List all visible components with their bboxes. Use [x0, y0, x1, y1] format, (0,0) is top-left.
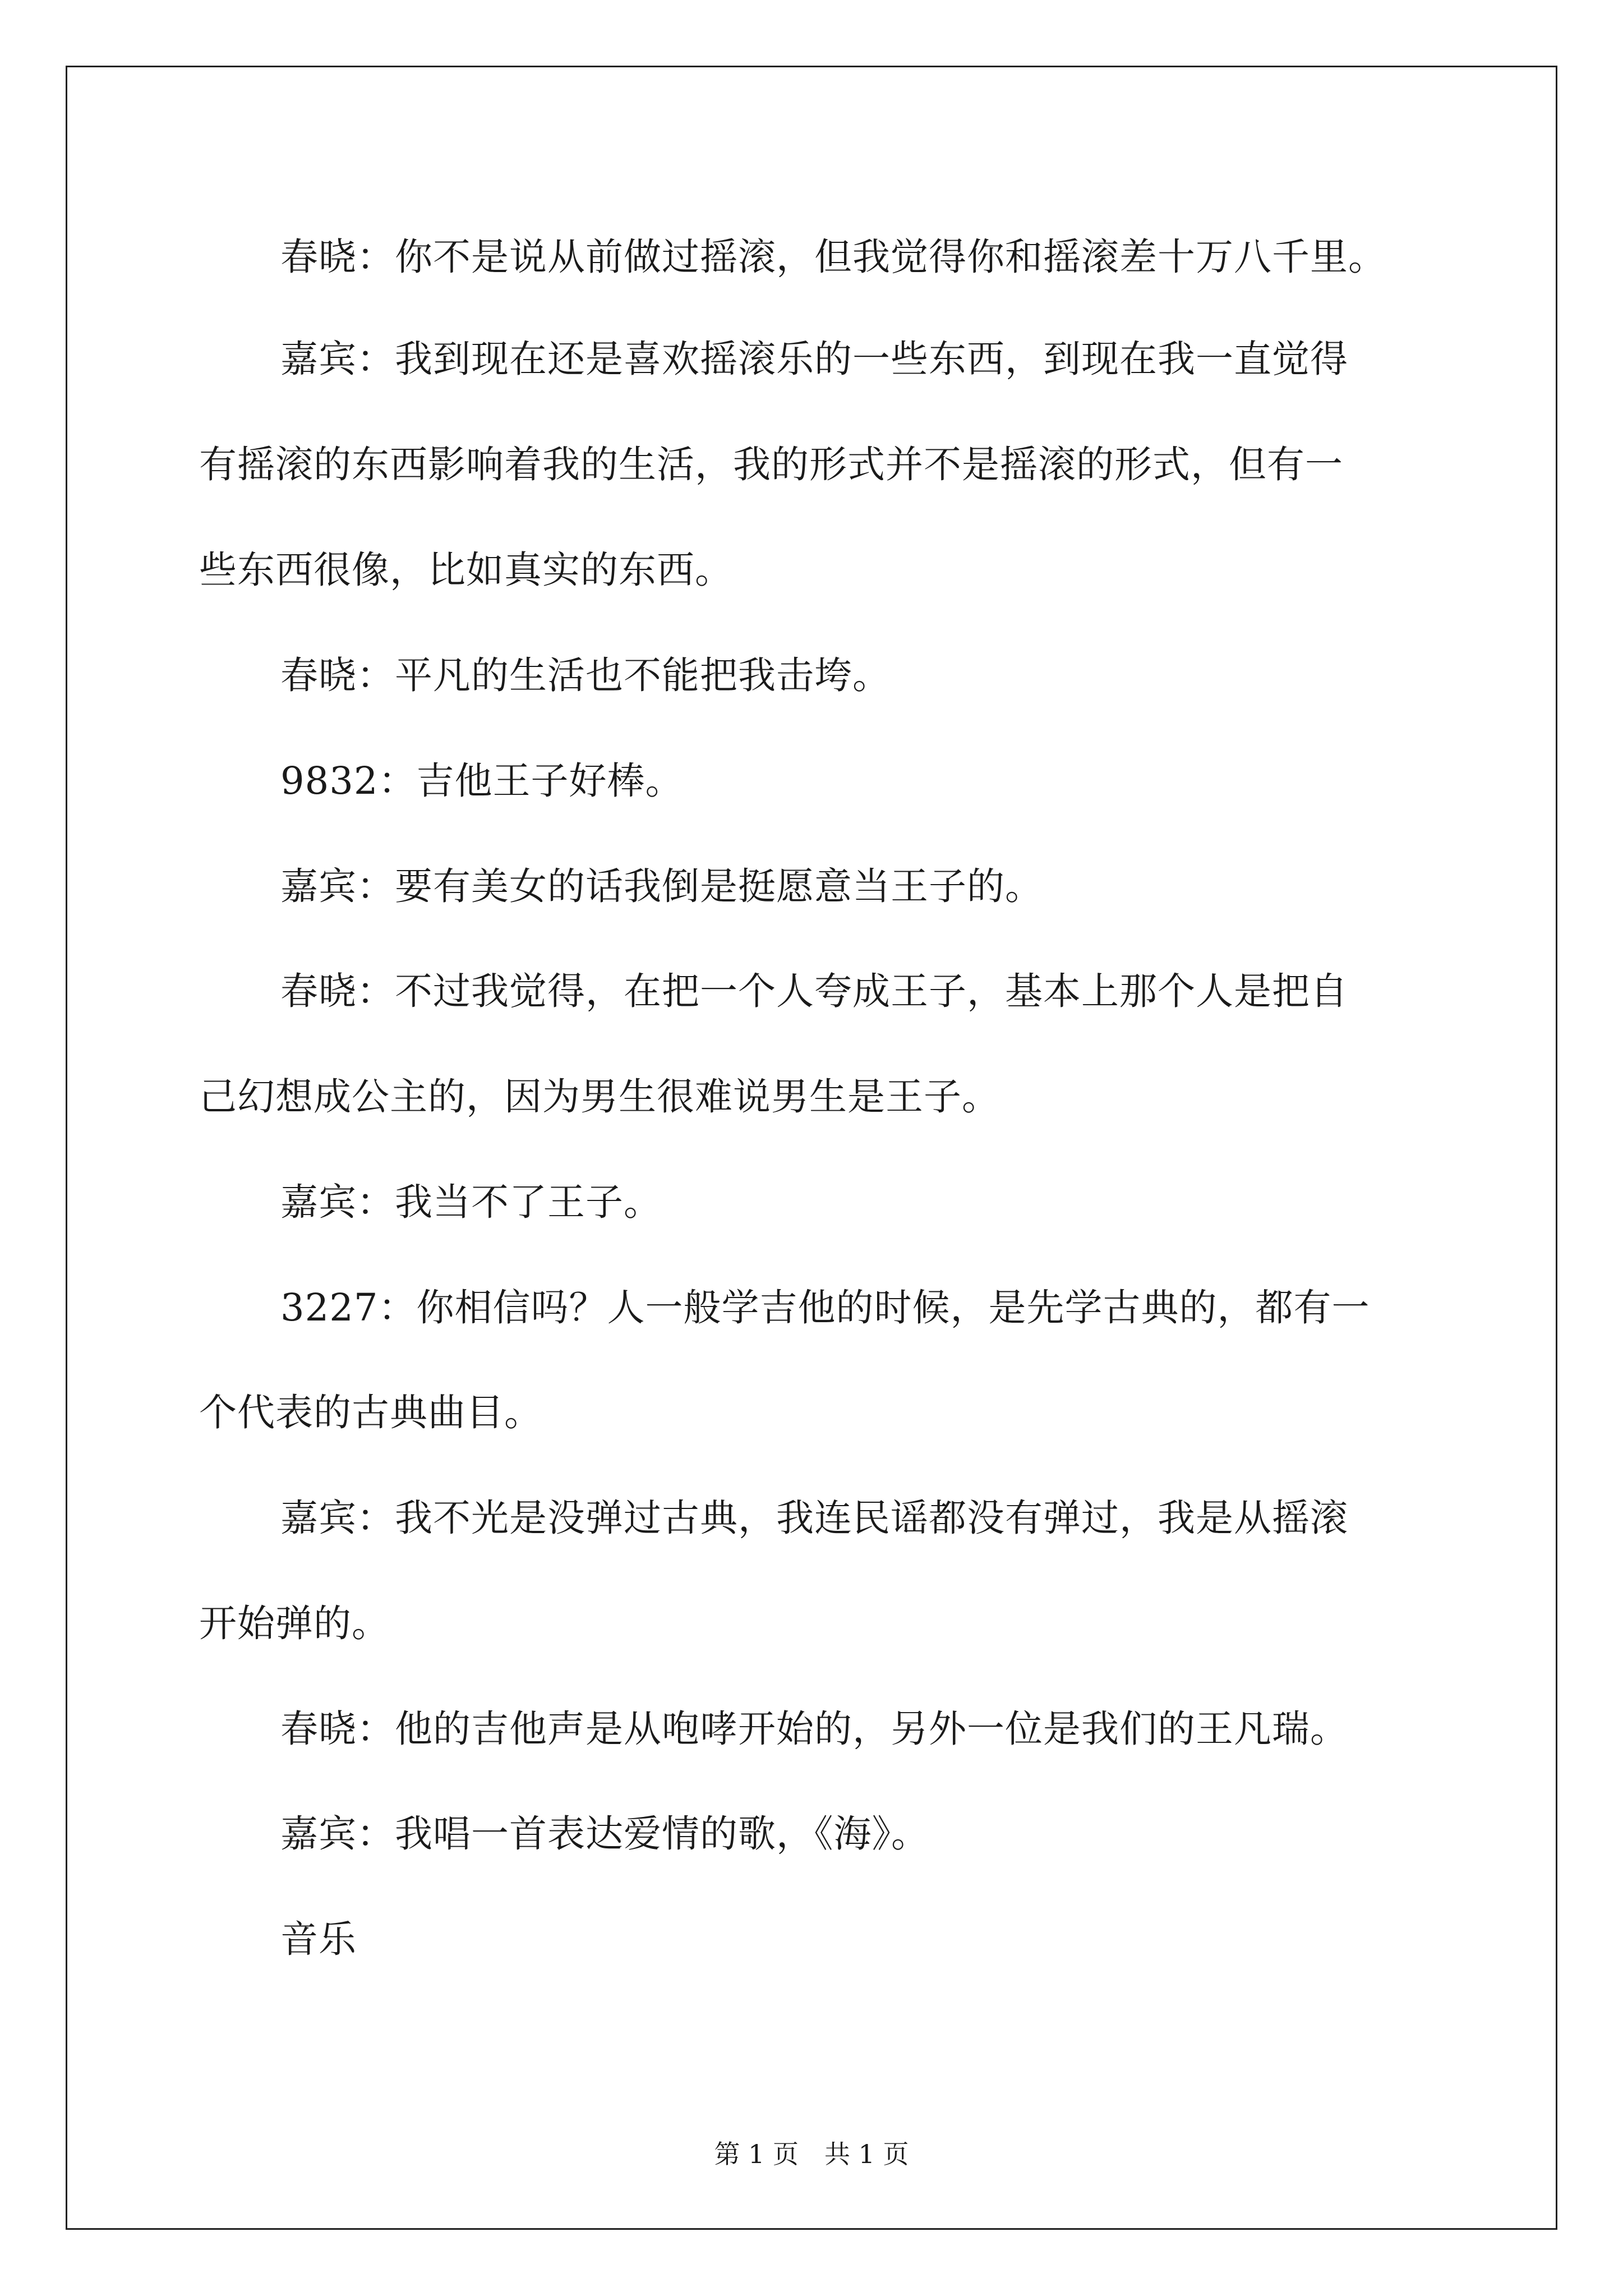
text-line: 嘉宾：我唱一首表达爱情的歌，《海》。	[280, 1812, 929, 1856]
text-line: 3227：你相信吗？人一般学吉他的时候，是先学古典的，都有一	[280, 1286, 1370, 1329]
text-line: 嘉宾：要有美女的话我倒是挺愿意当王子的。	[280, 864, 1043, 908]
text-line: 嘉宾：我不光是没弹过古典，我连民谣都没有弹过，我是从摇滚	[280, 1496, 1348, 1540]
page-number-footer: 第 1 页 共 1 页	[714, 2139, 909, 2169]
text-line: 9832：吉他王子好棒。	[280, 759, 684, 803]
page-border	[66, 66, 1557, 2230]
text-line: 有摇滚的东西影响着我的生活，我的形式并不是摇滚的形式，但有一	[199, 443, 1343, 486]
text-line: 己幻想成公主的，因为男生很难说男生是王子。	[199, 1075, 1000, 1119]
text-line: 春晓：平凡的生活也不能把我击垮。	[280, 654, 891, 697]
text-line: 嘉宾：我到现在还是喜欢摇滚乐的一些东西，到现在我一直觉得	[280, 337, 1348, 381]
text-line: 春晓：你不是说从前做过摇滚，但我觉得你和摇滚差十万八千里。	[280, 235, 1386, 279]
text-line: 些东西很像，比如真实的东西。	[199, 548, 733, 592]
text-line: 个代表的古典曲目。	[199, 1391, 542, 1434]
text-line: 嘉宾：我当不了王子。	[280, 1180, 662, 1224]
text-line: 开始弹的。	[199, 1602, 390, 1645]
text-line: 音乐	[280, 1917, 357, 1961]
text-line: 春晓：不过我觉得，在把一个人夸成王子，基本上那个人是把自	[280, 969, 1348, 1013]
text-line: 春晓：他的吉他声是从咆哮开始的，另外一位是我们的王凡瑞。	[280, 1707, 1348, 1751]
